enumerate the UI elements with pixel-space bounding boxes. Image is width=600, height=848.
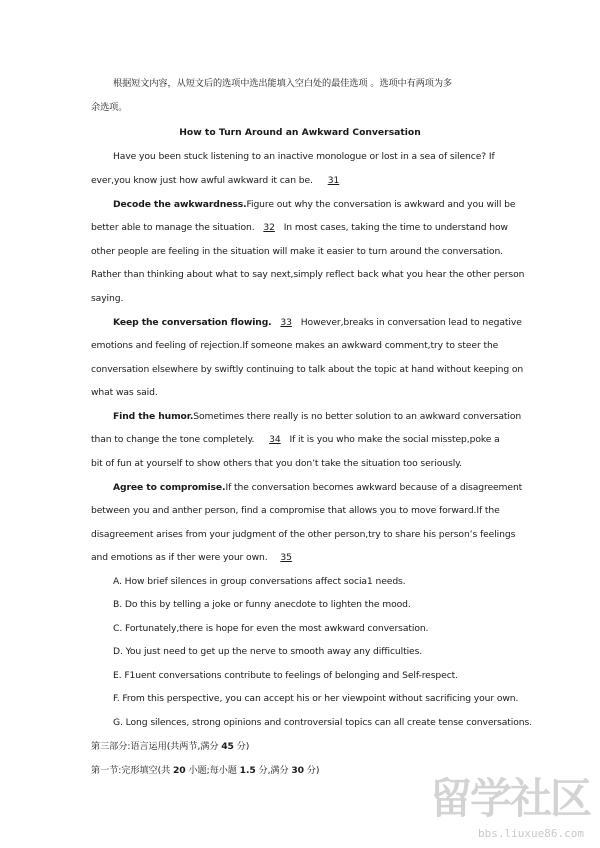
p4-line-3: bit of fun at yourself to show others that you don’t take the situation too seriously.	[91, 458, 463, 469]
p5-line-2: between you and anther person, find a compromise that allows you to move forward.If the	[91, 505, 500, 516]
blank-33: 33	[280, 317, 292, 328]
part3-text-c: 分)	[233, 741, 250, 752]
p2-text-2a: better able to manage the situation.	[91, 222, 255, 233]
section-part3-heading	[91, 740, 249, 753]
option-d: D. You just need to get up the nerve to smooth away any difficulties.	[113, 646, 423, 657]
p5-heading: Agree to compromise.	[113, 482, 226, 493]
p3-line-4: what was said.	[91, 387, 158, 398]
watermark-logo-text: 留学社区	[429, 774, 590, 823]
p3-heading: Keep the conversation flowing.	[113, 317, 272, 328]
p2-line-2	[91, 221, 508, 234]
p4-line-2	[91, 433, 500, 446]
option-b: B. Do this by telling a joke or funny anecdote to lighten the mood.	[113, 599, 411, 610]
option-a: A. How brief silences in group conversations affect socia1 needs.	[113, 576, 406, 587]
p2-line-3: other people are feeling in the situation will make it easier to turn around the conversation.	[91, 246, 503, 257]
p5-line-1	[113, 481, 522, 494]
p4-text-2a: than to change the tone completely.	[91, 434, 255, 445]
p4-line-1	[113, 410, 521, 423]
blank-34: 34	[269, 434, 281, 445]
p2-heading: Decode the awkwardness.	[113, 199, 247, 210]
p3-line-2: emotions and feeling of rejection.If someone makes an awkward comment,try to steer the	[91, 340, 499, 351]
s1-each: 1.5	[239, 765, 256, 776]
option-e: E. F1uent conversations contribute to feelings of belonging and Self-respect.	[113, 670, 458, 681]
s1-text-e: 分,满分	[255, 765, 292, 776]
p5-line-4	[91, 551, 298, 564]
watermark	[415, 774, 590, 840]
p2-line-5: saying.	[91, 293, 124, 304]
s1-count: 20	[173, 765, 186, 776]
p2-line-1	[113, 198, 515, 211]
p3-line-1	[113, 316, 522, 329]
part3-points: 45	[221, 741, 234, 752]
p2-text-1: Figure out why the conversation is awkward and you will be	[246, 199, 516, 210]
s1-total: 30	[291, 765, 304, 776]
part3-text-a: 第三部分:语言运用(共两节,满分	[91, 741, 222, 752]
p1-line-1: Have you been stuck listening to an inactive monologue or lost in a sea of silence? If	[113, 151, 495, 162]
p2-text-2b: In most cases, taking the time to understand how	[283, 222, 508, 233]
p5-line-3: disagreement arises from your judgment of the other person,try to share his person’s feelings	[91, 529, 516, 540]
passage-title: How to Turn Around an Awkward Conversation	[179, 127, 421, 138]
p2-line-4: Rather than thinking about what to say next,simply reflect back what you hear the other person	[91, 269, 525, 280]
instructions-line-1: 根据短文内容，从短文后的选项中选出能填入空白处的最佳选项 。选项中有两项为多	[113, 78, 453, 89]
s1-text-c: 小题;每小题	[185, 765, 240, 776]
blank-31: 31	[327, 175, 340, 186]
p3-text-1: However,breaks in conversation lead to negative	[300, 317, 522, 328]
p4-text-1: Sometimes there really is no better solution to an awkward conversation	[193, 411, 522, 422]
blank-35: 35	[280, 552, 292, 563]
section-cloze-heading	[91, 764, 319, 777]
p3-line-3: conversation elsewhere by swiftly continuing to talk about the topic at hand without keeping on	[91, 364, 524, 375]
p5-text-4: and emotions as if ther were your own.	[91, 552, 268, 563]
p4-heading: Find the humor.	[113, 411, 194, 422]
instructions-line-2: 余选项。	[91, 102, 128, 113]
s1-text-a: 第一节:完形填空(共	[91, 765, 173, 776]
p4-text-2b: If it is you who make the social misstep,poke a	[289, 434, 500, 445]
p1-line-2	[91, 174, 345, 187]
blank-32: 32	[263, 222, 275, 233]
s1-text-g: 分)	[303, 765, 320, 776]
option-f: F. From this perspective, you can accept his or her viewpoint without sacrificing your own.	[113, 693, 519, 704]
option-c: C. Fortunately,there is hope for even the most awkward conversation.	[113, 623, 429, 634]
watermark-url: bbs.liuxue86.com	[478, 827, 584, 840]
p5-text-1: If the conversation becomes awkward because of a disagreement	[225, 482, 523, 493]
p1-text: ever,you know just how awful awkward it can be.	[91, 175, 313, 186]
option-g: G. Long silences, strong opinions and controversial topics can all create tense conversations.	[113, 717, 532, 728]
